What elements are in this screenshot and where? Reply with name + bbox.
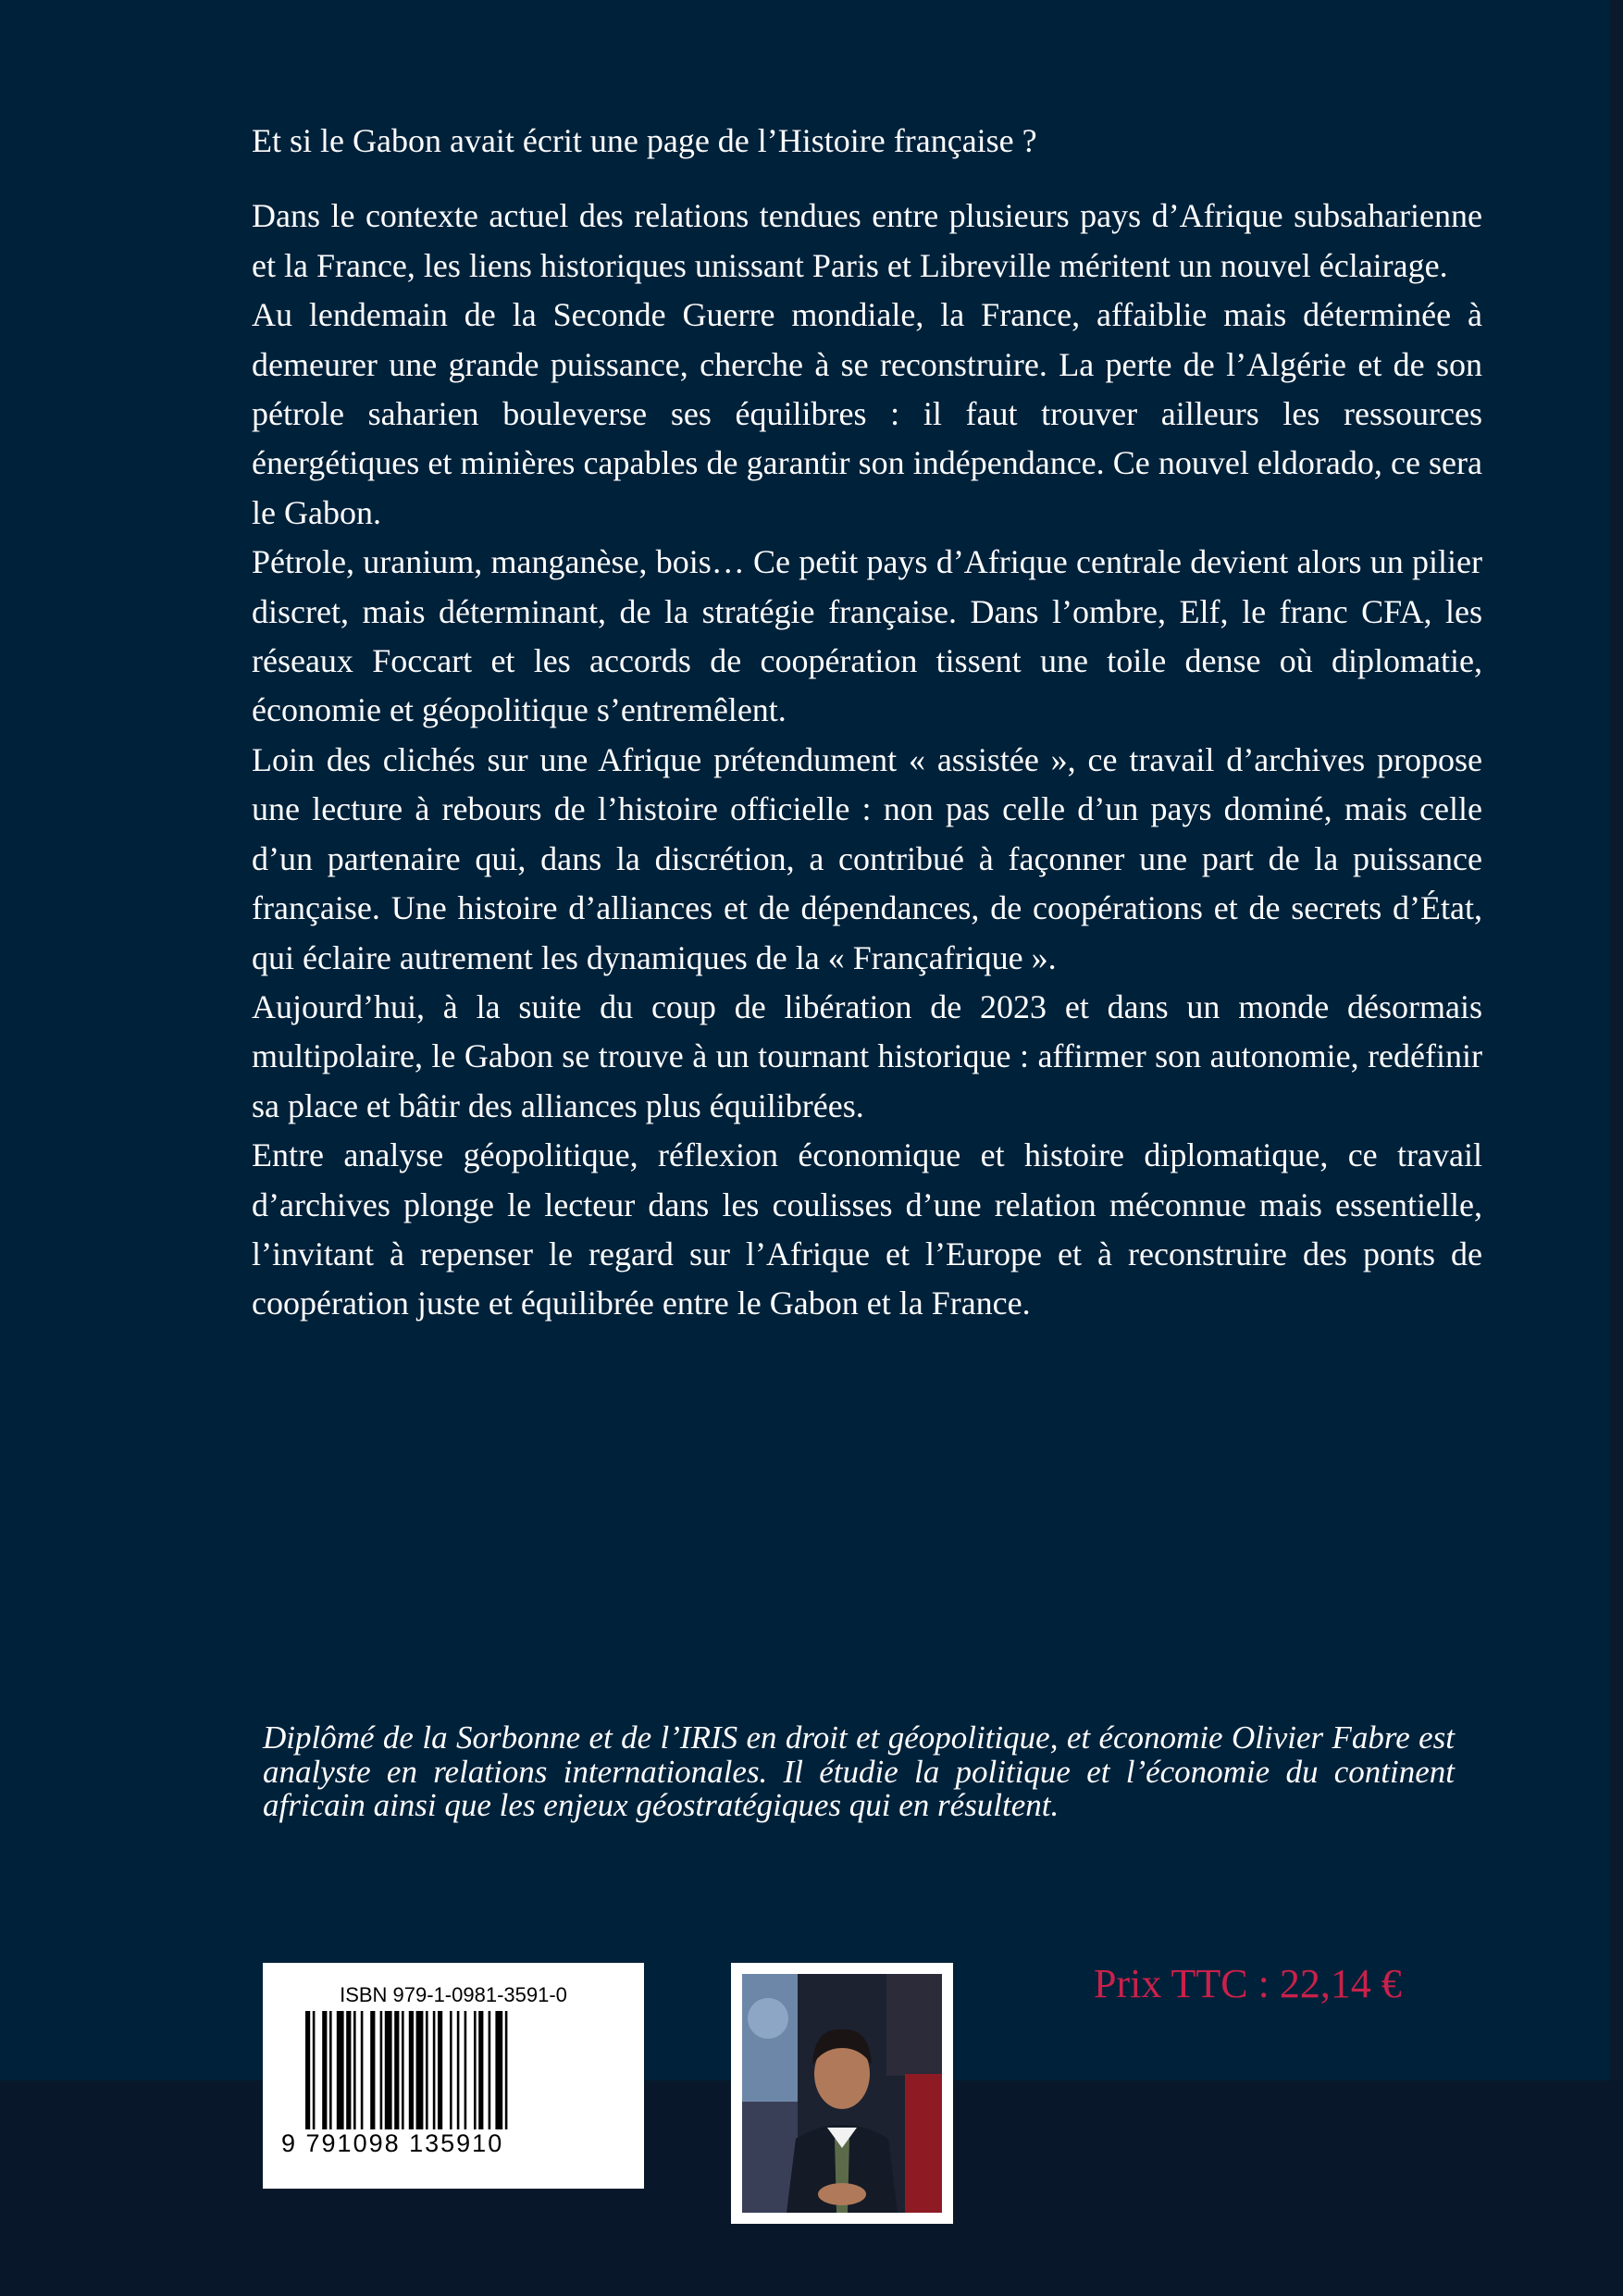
blurb-paragraph: Dans le contexte actuel des relations tendues entre plusieurs pays d’Afrique subsaharienne et la France, les liens historiques unissant Paris et Libreville méritent un nouvel éclairage. xyxy=(252,197,1482,284)
blurb-paragraph: Loin des clichés sur une Afrique prétendument « assistée », ce travail d’archives propose une lecture à rebours de l’histoire officielle : non pas celle d’un pays dominé, mais celle d’un partenaire qui, dans la discrétion, a contribué à façonner une part de la puissance française. Une histoire d’alliances et de dépendances, de coopérations et de secrets d’État, qui éclaire autrement les dynamiques de la « Françafrique ». xyxy=(252,740,1482,976)
author-bio: Diplômé de la Sorbonne et de l’IRIS en droit et géopolitique, et économie Olivier Fabre est analyste en relations internationales. Il étudie la politique et l’économie du continent africain ainsi que les enjeux géostratégiques qui en résultent. xyxy=(263,1719,1455,1823)
blurb-paragraph: Entre analyse géopolitique, réflexion économique et histoire diplomatique, ce travail d’archives plonge le lecteur dans les coulisses d’une relation méconnue mais essentielle, l’invitant à repenser le regard sur l’Afrique et l’Europe et à reconstruire des ponts de coopération juste et équilibrée entre le Gabon et la France. xyxy=(252,1136,1482,1322)
cover-edge xyxy=(1610,0,1623,2296)
author-photo xyxy=(731,1963,953,2224)
blurb-lead: Et si le Gabon avait écrit une page de l’Histoire française ? xyxy=(252,122,1037,159)
isbn-label: ISBN 979-1-0981-3591-0 xyxy=(340,1983,567,2006)
isbn-barcode xyxy=(263,1963,644,2189)
barcode-digits: 9 791098 135910 xyxy=(281,2129,504,2157)
barcode-bars xyxy=(305,2011,601,2129)
author-portrait xyxy=(731,1963,953,2224)
price-label: Prix TTC : 22,14 € xyxy=(1094,1961,1402,2006)
blurb-paragraph: Pétrole, uranium, manganèse, bois… Ce petit pays d’Afrique centrale devient alors un pilier discret, mais déterminant, de la stratégie française. Dans l’ombre, Elf, le franc CFA, les réseaux Foccart et les accords de coopération tissent une toile dense où diplomatie, économie et géopolitique s’entremêlent. xyxy=(252,543,1482,729)
back-cover-blurb xyxy=(252,117,1482,1329)
blurb-paragraph: Au lendemain de la Seconde Guerre mondiale, la France, affaiblie mais déterminée à demeurer une grande puissance, cherche à se reconstruire. La perte de l’Algérie et de son pétrole saharien bouleverse ses équilibres : il faut trouver ailleurs les ressources énergétiques et minières capables de garantir son indépendance. Ce nouvel eldorado, ce sera le Gabon. xyxy=(252,296,1482,531)
blurb-paragraph: Aujourd’hui, à la suite du coup de libération de 2023 et dans un monde désormais multipolaire, le Gabon se trouve à un tournant historique : affirmer son autonomie, redéfinir sa place et bâtir des alliances plus équilibrées. xyxy=(252,987,1482,1124)
